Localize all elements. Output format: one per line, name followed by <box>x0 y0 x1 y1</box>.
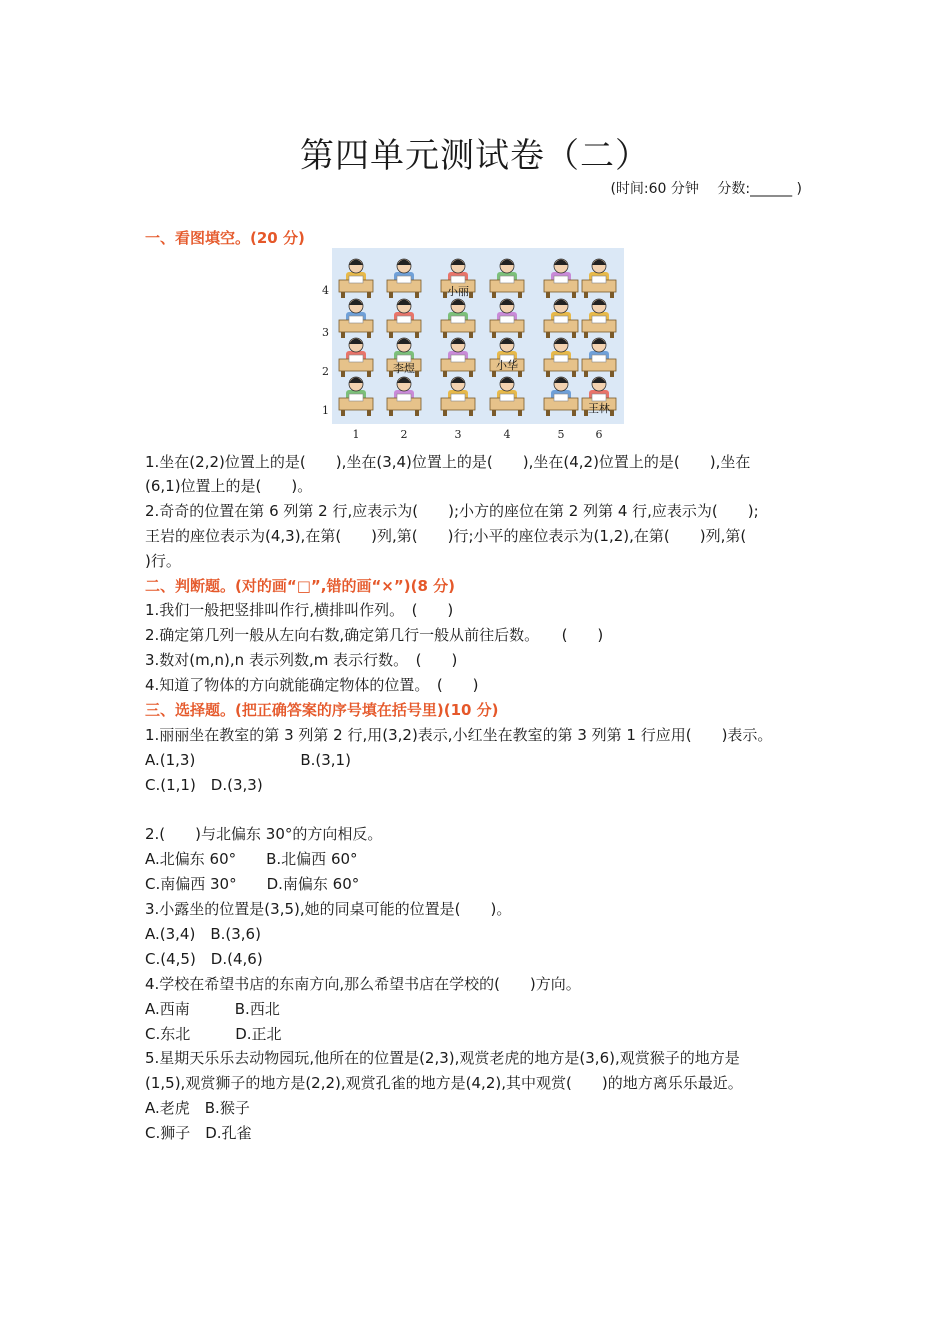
col-label-4: 4 <box>503 428 511 440</box>
s3-line-12: C.东北 D.正北 <box>145 1025 282 1043</box>
section-2-heading: 二、判断题。(对的画“□”,错的画“×”)(8 分) <box>145 577 455 595</box>
col-label-5: 5 <box>557 428 565 440</box>
s1-line-2: (6,1)位置上的是( )。 <box>145 477 313 495</box>
s2-line-4: 4.知道了物体的方向就能确定物体的位置。 ( ) <box>145 676 479 694</box>
section-3-heading: 三、选择题。(把正确答案的序号填在括号里)(10 分) <box>145 701 499 719</box>
time-score-line: (时间:60 分钟 分数:______ ) <box>610 181 802 197</box>
s3-line-9: C.(4,5) D.(4,6) <box>145 950 263 968</box>
s3-line-16: C.狮子 D.孔雀 <box>145 1124 252 1142</box>
row-label-1: 1 <box>322 404 329 417</box>
s1-line-1: 1.坐在(2,2)位置上的是( ),坐在(3,4)位置上的是( ),坐在(4,2)位置上的是( ),坐在 <box>145 453 751 471</box>
row-label-3: 3 <box>322 326 329 339</box>
s3-line-5: A.北偏东 60° B.北偏西 60° <box>145 850 358 868</box>
row-label-2: 2 <box>322 365 329 378</box>
col-label-2: 2 <box>400 428 408 440</box>
name-tag-liyu: 李煜 <box>393 362 415 375</box>
s3-line-6: C.南偏西 30° D.南偏东 60° <box>145 875 360 893</box>
s1-line-3: 2.奇奇的位置在第 6 列第 2 行,应表示为( );小方的座位在第 2 列第 4 行,应表示为( ); <box>145 502 759 520</box>
row-labels <box>322 284 329 417</box>
col-label-3: 3 <box>454 428 462 440</box>
name-tag-wanglin: 王林 <box>588 402 610 415</box>
s3-line-1: 1.丽丽坐在教室的第 3 列第 2 行,用(3,2)表示,小红坐在教室的第 3 列第 1 行应用( )表示。 <box>145 726 773 744</box>
row-label-4: 4 <box>322 284 329 297</box>
s3-line-2: A.(1,3) B.(3,1) <box>145 751 351 769</box>
s2-line-1: 1.我们一般把竖排叫作行,横排叫作列。 ( ) <box>145 601 454 619</box>
s3-line-7: 3.小露坐的位置是(3,5),她的同桌可能的位置是( )。 <box>145 900 512 918</box>
figure-background <box>332 248 624 424</box>
col-label-6: 6 <box>595 428 603 440</box>
col-label-1: 1 <box>352 428 360 440</box>
s1-line-5: )行。 <box>145 552 181 570</box>
s3-line-4: 2.( )与北偏东 30°的方向相反。 <box>145 825 383 843</box>
s3-line-14: (1,5),观赏狮子的地方是(2,2),观赏孔雀的地方是(4,2),其中观赏( )的地方离乐乐最近。 <box>145 1074 743 1092</box>
s3-line-8: A.(3,4) B.(3,6) <box>145 925 261 943</box>
column-labels <box>353 428 603 440</box>
s3-line-15: A.老虎 B.猴子 <box>145 1099 250 1117</box>
s3-line-3: C.(1,1) D.(3,3) <box>145 776 263 794</box>
section-1-heading: 一、看图填空。(20 分) <box>145 229 305 247</box>
page-title: 第四单元测试卷（二） <box>300 136 650 176</box>
classroom-seating-figure <box>318 248 628 440</box>
name-tag-xiaohua: 小华 <box>496 359 518 372</box>
s3-line-11: A.西南 B.西北 <box>145 1000 280 1018</box>
s1-line-4: 王岩的座位表示为(4,3),在第( )列,第( )行;小平的座位表示为(1,2),在第( )列,第( <box>145 527 747 545</box>
s3-line-10: 4.学校在希望书店的东南方向,那么希望书店在学校的( )方向。 <box>145 975 581 993</box>
name-tag-xiaoli: 小丽 <box>447 285 469 298</box>
s2-line-3: 3.数对(m,n),n 表示列数,m 表示行数。 ( ) <box>145 651 458 669</box>
s3-line-13: 5.星期天乐乐去动物园玩,他所在的位置是(2,3),观赏老虎的地方是(3,6),观赏猴子的地方是 <box>145 1049 740 1067</box>
s2-line-2: 2.确定第几列一般从左向右数,确定第几行一般从前往后数。 ( ) <box>145 626 604 644</box>
